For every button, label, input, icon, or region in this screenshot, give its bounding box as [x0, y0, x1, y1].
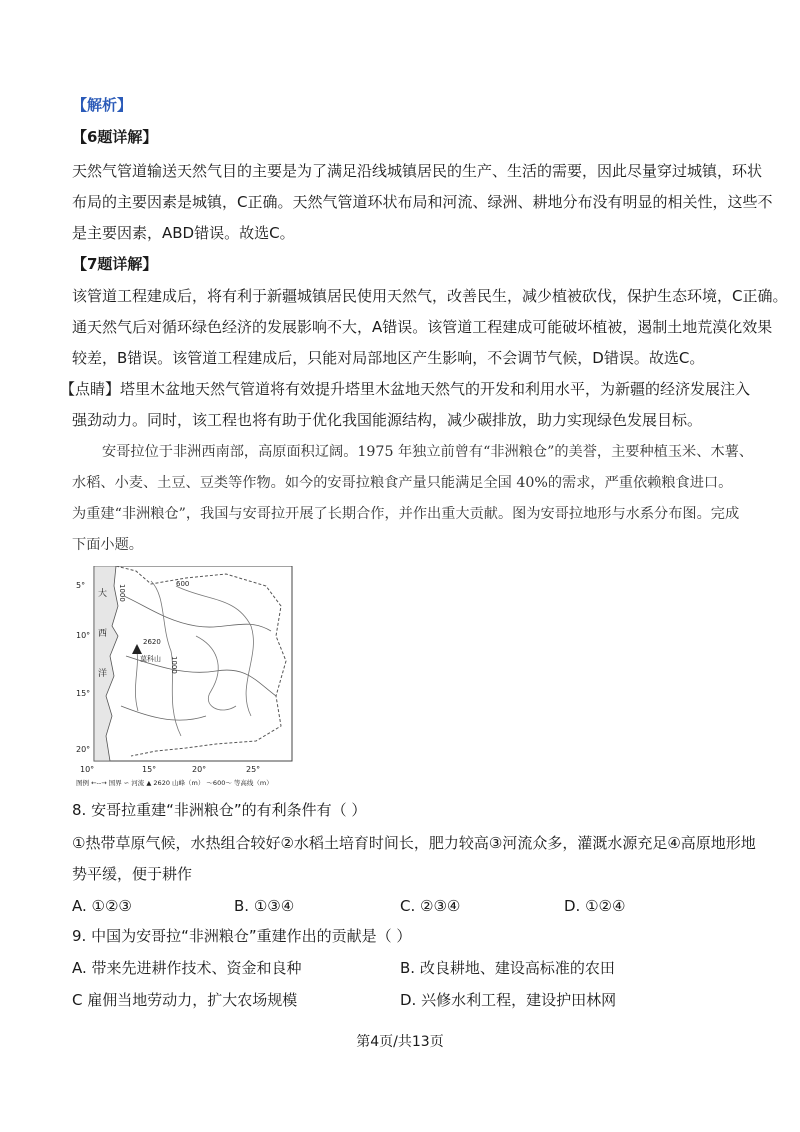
ocean-char-3: 洋	[98, 669, 108, 679]
q6-line-2: 布局的主要因素是城镇，C正确。天然气管道环状布局和河流、绿洲、耕地分布没有明显的相关性，这些不	[72, 193, 773, 211]
q8-option-c[interactable]: C. ②③④	[400, 897, 461, 915]
q6-line-3: 是主要因素，ABD错误。故选C。	[72, 224, 295, 242]
lat-label-5: 5°	[76, 581, 86, 590]
q8-option-a[interactable]: A. ①②③	[72, 897, 132, 915]
q8-conditions-line-2: 势平缓，便于耕作	[72, 865, 193, 883]
lon-label-25: 25°	[246, 765, 261, 774]
contour-line-2	[176, 586, 253, 716]
lon-label-20: 20°	[192, 765, 207, 774]
q6-detail-title: 【6题详解】	[72, 128, 158, 146]
passage-line-4: 下面小题。	[72, 537, 143, 553]
comment-line-1: 【点睛】塔里木盆地天然气管道将有效提升塔里木盆地天然气的开发和利用水平，为新疆的经济发展注入	[60, 380, 751, 398]
q6-line-1: 天然气管道输送天然气目的主要是为了满足沿线城镇居民的生产、生活的需要，因此尽量穿过城镇，环状	[72, 162, 763, 180]
passage-line-1: 安哥拉位于非洲西南部，高原面积辽阔。1975 年独立前曾有“非洲粮仓”的美誉，主要种植玉米、木薯、	[102, 444, 754, 460]
lat-label-10: 10°	[76, 631, 91, 640]
q8-conditions-line-1: ①热带草原气候，水热组合较好②水稻土培育时间长，肥力较高③河流众多，灌溉水源充足④高原地形地	[72, 834, 756, 852]
map-legend: 图例 ←--→ 国界 ∽ 河流 ▲ 2620 山峰（m） ～600～ 等高线（m）	[76, 779, 273, 787]
lat-label-20: 20°	[76, 745, 91, 754]
river-3	[121, 706, 206, 720]
contour-label-2: 1000	[118, 584, 126, 602]
peak-value: 2620	[143, 638, 161, 646]
passage	[72, 437, 754, 561]
q8-stem: 8. 安哥拉重建“非洲粮仓”的有利条件有（ ）	[72, 801, 367, 819]
analysis-label: 【解析】	[72, 96, 133, 114]
contour-line-3	[196, 636, 236, 710]
mountain-label: 莫科山	[140, 655, 161, 663]
q9-option-b[interactable]: B. 改良耕地、建设高标准的农田	[400, 959, 615, 977]
q9-option-c[interactable]: C 雇佣当地劳动力，扩大农场规模	[72, 991, 298, 1009]
q8-option-d[interactable]: D. ①②④	[564, 897, 626, 915]
q7-detail-title: 【7题详解】	[72, 255, 158, 273]
angola-map	[76, 566, 300, 788]
passage-line-2: 水稻、小麦、土豆、豆类等作物。如今的安哥拉粮食产量只能满足全国 40%的需求，严重依赖粮食进口。	[72, 475, 733, 491]
contour-label-1: 600	[176, 580, 190, 588]
contour-label-3: 1000	[170, 656, 178, 674]
q7-line-2: 通天然气后对循环绿色经济的发展影响不大，A错误。该管道工程建成可能破坏植被，遏制土地荒漠化效果	[72, 318, 773, 336]
peak-icon	[132, 644, 142, 654]
passage-line-3: 为重建“非洲粮仓”，我国与安哥拉开展了长期合作，并作出重大贡献。图为安哥拉地形与水系分布图。完成	[72, 506, 740, 522]
q9-option-d[interactable]: D. 兴修水利工程，建设护田林网	[400, 991, 617, 1009]
q7-line-1: 该管道工程建成后，将有利于新疆城镇居民使用天然气，改善民生，减少植被砍伐，保护生态环境，C正确。	[72, 287, 788, 305]
lon-label-10: 10°	[80, 765, 95, 774]
ocean-char-2: 西	[98, 629, 108, 639]
lon-label-15: 15°	[142, 765, 157, 774]
lat-label-15: 15°	[76, 689, 91, 698]
q8-option-b[interactable]: B. ①③④	[234, 897, 295, 915]
page-footer: 第4页/共13页	[356, 1034, 444, 1050]
q9-option-a[interactable]: A. 带来先进耕作技术、资金和良种	[72, 959, 302, 977]
q9-stem: 9. 中国为安哥拉“非洲粮仓”重建作出的贡献是（ ）	[72, 927, 412, 945]
q7-line-3: 较差，B错误。该管道工程建成后，只能对局部地区产生影响，不会调节气候，D错误。故选C。	[72, 349, 705, 367]
contour-line-4	[135, 646, 138, 711]
river-1	[124, 596, 271, 631]
ocean-char-1: 大	[98, 589, 108, 599]
comment-line-2: 强劲动力。同时，该工程也将有助于优化我国能源结构，减少碳排放，助力实现绿色发展目标。	[72, 411, 703, 429]
